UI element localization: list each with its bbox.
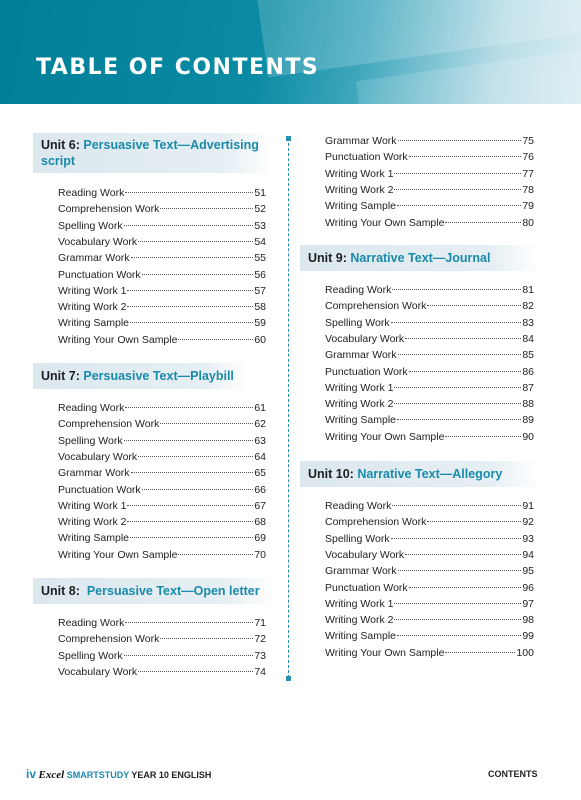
dot-leader: [127, 521, 253, 522]
toc-entry[interactable]: [58, 615, 266, 631]
unit-title: Narrative Text—Journal: [350, 251, 491, 265]
toc-entry-label: Writing Work 2: [325, 398, 394, 411]
dot-leader: [138, 456, 253, 457]
toc-entry-page: 78: [522, 183, 534, 196]
toc-entry-label: Vocabulary Work: [58, 665, 138, 678]
toc-entry-label: Vocabulary Work: [325, 332, 405, 345]
toc-entry-label: Punctuation Work: [325, 151, 408, 164]
toc-entry[interactable]: [325, 580, 534, 596]
toc-entry-page: 72: [254, 633, 266, 646]
toc-entry-page: 55: [254, 252, 266, 265]
toc-entry-page: 66: [254, 483, 266, 496]
toc-entry-page: 90: [522, 430, 534, 443]
toc-entry[interactable]: [58, 283, 266, 299]
toc-entry[interactable]: [325, 149, 534, 165]
toc-entry[interactable]: [58, 299, 266, 315]
toc-entry-page: 85: [522, 349, 534, 362]
footer-book-title: YEAR 10 ENGLISH: [129, 770, 212, 780]
toc-entry-label: Reading Work: [58, 402, 125, 414]
toc-entry-label: Comprehension Work: [325, 300, 427, 313]
unit-title: Persuasive Text—Advertising script: [41, 138, 259, 168]
toc-entry-page: 67: [254, 499, 266, 512]
toc-entry-label: Comprehension Work: [325, 516, 427, 529]
toc-entry-label: Writing Work 2: [58, 516, 127, 529]
dot-leader: [130, 322, 253, 323]
toc-entry-page: 51: [254, 187, 266, 199]
dot-leader: [409, 587, 522, 588]
unit-heading: [300, 245, 540, 271]
dot-leader: [127, 290, 253, 291]
toc-entry-page: 65: [254, 467, 266, 480]
toc-entry-label: Writing Work 1: [325, 381, 394, 394]
toc-entry-label: Writing Your Own Sample: [325, 430, 445, 443]
toc-entry[interactable]: [325, 380, 534, 396]
toc-entry-page: 92: [522, 516, 534, 529]
header-banner: [0, 0, 581, 104]
toc-entry-label: Spelling Work: [325, 316, 390, 329]
toc-entry-page: 68: [254, 516, 266, 529]
toc-entry-label: Punctuation Work: [325, 581, 408, 594]
unit-title: Persuasive Text—Open letter: [86, 584, 260, 598]
toc-entry[interactable]: [325, 628, 534, 644]
toc-entry[interactable]: [325, 182, 534, 198]
toc-entry-label: Writing Your Own Sample: [325, 216, 445, 229]
toc-entry-page: 88: [522, 398, 534, 411]
toc-entry-label: Writing Sample: [325, 630, 396, 643]
page-title: TABLE OF CONTENTS: [36, 55, 320, 80]
dot-leader: [131, 472, 254, 473]
unit-heading-text: [41, 368, 234, 384]
toc-entry-label: Comprehension Work: [58, 203, 160, 216]
toc-entry-page: 69: [254, 532, 266, 545]
toc-entry-label: Grammar Work: [58, 467, 130, 480]
dot-leader: [138, 241, 253, 242]
toc-entry-page: 52: [254, 203, 266, 216]
toc-entry-page: 63: [254, 434, 266, 447]
toc-entry-label: Writing Work 1: [325, 167, 394, 180]
toc-entry-label: Vocabulary Work: [58, 235, 138, 248]
unit-number: Unit 8:: [41, 584, 87, 598]
toc-entry[interactable]: [325, 531, 534, 547]
dot-leader: [125, 622, 253, 623]
toc-entry-page: 76: [522, 151, 534, 164]
toc-entry-label: Reading Work: [58, 617, 125, 629]
toc-entry[interactable]: [325, 133, 534, 149]
dot-leader: [394, 603, 521, 604]
toc-entry[interactable]: [325, 596, 534, 612]
dot-leader: [391, 322, 522, 323]
toc-entry-label: Writing Your Own Sample: [325, 646, 445, 659]
unit-heading-text: [308, 250, 490, 266]
toc-entry-page: 70: [254, 548, 266, 561]
toc-entry[interactable]: [325, 198, 534, 214]
toc-entry-label: Writing Work 2: [325, 614, 394, 627]
toc-entry-label: Comprehension Work: [58, 633, 160, 646]
dot-leader: [394, 189, 521, 190]
toc-entry[interactable]: [58, 416, 266, 432]
dot-leader: [178, 339, 253, 340]
toc-entry-page: 71: [254, 617, 266, 629]
toc-entry[interactable]: [58, 400, 266, 416]
toc-entry[interactable]: [58, 465, 266, 481]
dot-leader: [397, 419, 521, 420]
dot-leader: [142, 274, 254, 275]
unit-heading-text: [308, 466, 502, 482]
toc-entry-page: 53: [254, 219, 266, 232]
toc-entry-page: 57: [254, 284, 266, 297]
toc-entry[interactable]: [58, 498, 266, 514]
dot-leader: [398, 354, 522, 355]
dot-leader: [394, 173, 521, 174]
dot-leader: [127, 306, 253, 307]
toc-entry[interactable]: [325, 166, 534, 182]
toc-entry-page: 97: [522, 597, 534, 610]
toc-entry-label: Punctuation Work: [58, 483, 141, 496]
toc-entry[interactable]: [58, 433, 266, 449]
toc-entry[interactable]: [58, 648, 266, 664]
toc-entry-label: Writing Sample: [325, 200, 396, 213]
toc-entry-label: Spelling Work: [58, 649, 123, 662]
toc-entry-page: 83: [522, 316, 534, 329]
toc-entry[interactable]: [325, 498, 534, 514]
toc-entry-page: 64: [254, 450, 266, 463]
toc-entry[interactable]: [58, 218, 266, 234]
toc-entry-label: Spelling Work: [58, 219, 123, 232]
unit-heading-text: [41, 137, 265, 169]
divider-cap: [286, 676, 291, 681]
toc-entry-page: 99: [522, 630, 534, 643]
dot-leader: [394, 619, 521, 620]
footer-page-number: iv: [26, 767, 37, 781]
dot-leader: [409, 156, 522, 157]
toc-entry[interactable]: [58, 250, 266, 266]
toc-entry[interactable]: [58, 234, 266, 250]
toc-entry-label: Punctuation Work: [58, 268, 141, 281]
toc-entry-page: 73: [254, 649, 266, 662]
toc-entry-page: 58: [254, 301, 266, 314]
toc-entry[interactable]: [58, 530, 266, 546]
dot-leader: [445, 436, 521, 437]
dot-leader: [405, 338, 521, 339]
dot-leader: [397, 635, 521, 636]
dot-leader: [124, 440, 254, 441]
unit-heading: [300, 461, 540, 487]
toc-entry-label: Writing Your Own Sample: [58, 333, 178, 346]
toc-entry[interactable]: [58, 514, 266, 530]
toc-entry-label: Grammar Work: [58, 252, 130, 265]
toc-entry-page: 81: [522, 284, 534, 296]
toc-entry-label: Writing Work 1: [58, 284, 127, 297]
toc-entry-label: Spelling Work: [325, 532, 390, 545]
toc-entry-page: 80: [522, 216, 534, 229]
toc-entry-label: Comprehension Work: [58, 418, 160, 431]
toc-entry-page: 60: [254, 333, 266, 346]
toc-entry-page: 75: [522, 135, 534, 147]
dot-leader: [397, 205, 521, 206]
dot-leader: [131, 257, 254, 258]
unit-heading: [33, 578, 273, 604]
toc-entry[interactable]: [58, 449, 266, 465]
toc-entry-page: 95: [522, 565, 534, 578]
toc-entry-label: Grammar Work: [325, 565, 397, 578]
toc-entry-page: 77: [522, 167, 534, 180]
toc-entry[interactable]: [325, 364, 534, 380]
toc-entry[interactable]: [58, 201, 266, 217]
toc-entry-page: 96: [522, 581, 534, 594]
dot-leader: [398, 570, 522, 571]
toc-entry-page: 87: [522, 381, 534, 394]
toc-entry[interactable]: [58, 267, 266, 283]
toc-entry-page: 84: [522, 332, 534, 345]
toc-entry-label: Writing Work 2: [325, 183, 394, 196]
dot-leader: [427, 521, 521, 522]
toc-entry[interactable]: [325, 315, 534, 331]
toc-entry-label: Writing Sample: [58, 532, 129, 545]
toc-entry[interactable]: [325, 331, 534, 347]
toc-entry-page: 91: [522, 500, 534, 512]
toc-entry-label: Grammar Work: [325, 135, 397, 147]
dot-leader: [138, 671, 253, 672]
toc-entry-page: 74: [254, 665, 266, 678]
toc-entry[interactable]: [325, 429, 534, 445]
unit-number: Unit 9:: [308, 251, 351, 265]
toc-entry-label: Vocabulary Work: [325, 548, 405, 561]
toc-entry-label: Writing Sample: [325, 414, 396, 427]
dot-leader: [409, 371, 522, 372]
dot-leader: [392, 505, 521, 506]
dot-leader: [391, 538, 522, 539]
dot-leader: [394, 403, 521, 404]
toc-entry-page: 56: [254, 268, 266, 281]
toc-entry[interactable]: [325, 298, 534, 314]
toc-entry-page: 59: [254, 317, 266, 330]
toc-entry-label: Writing Work 2: [58, 301, 127, 314]
unit-number: Unit 6:: [41, 138, 84, 152]
toc-entry-page: 94: [522, 548, 534, 561]
dot-leader: [124, 655, 254, 656]
toc-entry-page: 61: [254, 402, 266, 414]
footer-left: [26, 768, 211, 781]
toc-entry-page: 82: [522, 300, 534, 313]
unit-heading: [33, 363, 248, 389]
dot-leader: [124, 225, 254, 226]
toc-entry-page: 89: [522, 414, 534, 427]
toc-entry-label: Reading Work: [58, 187, 125, 199]
toc-entry[interactable]: [325, 215, 534, 231]
toc-entry[interactable]: [58, 332, 266, 348]
toc-entry-label: Writing Sample: [58, 317, 129, 330]
toc-entry[interactable]: [325, 547, 534, 563]
dot-leader: [394, 387, 521, 388]
toc-entry[interactable]: [325, 412, 534, 428]
toc-entry[interactable]: [325, 645, 534, 661]
footer-brand: Excel: [38, 769, 65, 781]
unit-number: Unit 7:: [41, 369, 84, 383]
dot-leader: [125, 407, 253, 408]
toc-entry-label: Spelling Work: [58, 434, 123, 447]
toc-entry[interactable]: [325, 396, 534, 412]
toc-entry[interactable]: [58, 631, 266, 647]
toc-entry-page: 54: [254, 235, 266, 248]
toc-entry-page: 79: [522, 200, 534, 213]
dot-leader: [142, 489, 254, 490]
divider-cap: [286, 136, 291, 141]
unit-heading-text: [41, 583, 260, 599]
column-divider: [288, 138, 289, 678]
toc-entry-label: Writing Your Own Sample: [58, 548, 178, 561]
dot-leader: [445, 652, 515, 653]
toc-entry[interactable]: [325, 563, 534, 579]
toc-entry-label: Writing Work 1: [58, 499, 127, 512]
dot-leader: [160, 423, 253, 424]
dot-leader: [127, 505, 253, 506]
unit-heading: [33, 133, 273, 173]
toc-entry-label: Punctuation Work: [325, 365, 408, 378]
dot-leader: [160, 208, 253, 209]
toc-entry[interactable]: [325, 347, 534, 363]
toc-entry[interactable]: [325, 514, 534, 530]
toc-entry[interactable]: [58, 482, 266, 498]
dot-leader: [427, 305, 521, 306]
toc-entry-label: Reading Work: [325, 284, 392, 296]
toc-entry-page: 98: [522, 614, 534, 627]
dot-leader: [130, 537, 253, 538]
toc-entry[interactable]: [58, 185, 266, 201]
toc-entry-label: Writing Work 1: [325, 597, 394, 610]
toc-entry-page: 93: [522, 532, 534, 545]
toc-entry[interactable]: [325, 282, 534, 298]
toc-entry[interactable]: [325, 612, 534, 628]
dot-leader: [125, 192, 253, 193]
unit-title: Narrative Text—Allegory: [357, 467, 503, 481]
toc-entry[interactable]: [58, 315, 266, 331]
toc-entry-page: 100: [516, 646, 534, 659]
footer-series: SMARTSTUDY: [66, 770, 130, 780]
dot-leader: [405, 554, 521, 555]
dot-leader: [392, 289, 521, 290]
unit-title: Persuasive Text—Playbill: [83, 369, 234, 383]
dot-leader: [398, 140, 522, 141]
dot-leader: [178, 554, 253, 555]
dot-leader: [445, 222, 521, 223]
toc-entry-page: 86: [522, 365, 534, 378]
toc-entry-label: Grammar Work: [325, 349, 397, 362]
toc-entry[interactable]: [58, 547, 266, 563]
toc-entry-label: Reading Work: [325, 500, 392, 512]
footer-section: CONTENTS: [488, 769, 538, 779]
dot-leader: [160, 638, 253, 639]
unit-number: Unit 10:: [308, 467, 358, 481]
toc-entry-page: 62: [254, 418, 266, 431]
toc-entry-label: Vocabulary Work: [58, 450, 138, 463]
toc-entry[interactable]: [58, 664, 266, 680]
